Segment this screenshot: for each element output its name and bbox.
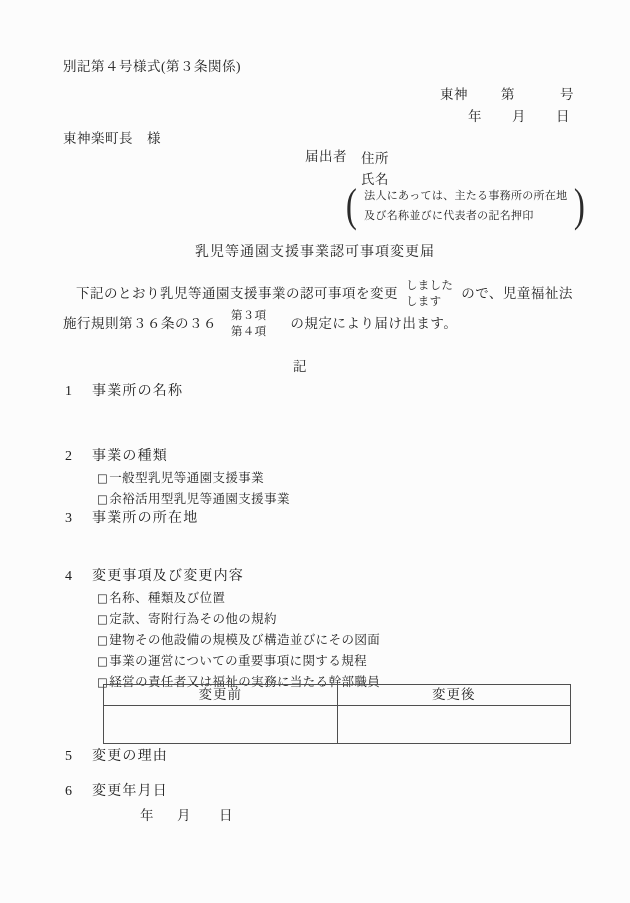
checkbox-option-building-equipment: [97, 632, 380, 649]
option-label: 建物その他設備の規模及び構造並びにその図面: [109, 633, 381, 647]
ki-marker: 記: [293, 359, 308, 374]
choice-stack-did-do: [406, 278, 453, 310]
section-4-change-items: [65, 568, 244, 587]
section-1-number: 1: [65, 384, 72, 399]
section-4-title: 変更事項及び変更内容: [92, 569, 244, 584]
col-header-after: 変更後: [337, 685, 571, 706]
section-6-number: 6: [65, 784, 72, 799]
page-title: 乳児等通園支援事業認可事項変更届: [195, 245, 435, 260]
header-date-line: [468, 108, 570, 126]
choice-did: しました: [406, 280, 454, 292]
month-label: 月: [512, 109, 526, 124]
declarant-address-label: 住所: [361, 151, 389, 166]
declarant-name-label: 氏名: [361, 172, 389, 187]
change-after-cell[interactable]: [337, 706, 571, 744]
section-6-change-date: [65, 783, 168, 802]
checkbox-icon[interactable]: □: [97, 470, 109, 485]
form-reference: 別記第４号様式(第３条関係): [63, 59, 241, 74]
choice-clause-3: 第３項: [231, 310, 267, 322]
option-label: 名称、種類及び位置: [109, 591, 226, 605]
corporate-note-line-1: 法人にあっては、主たる事務所の所在地: [364, 190, 568, 202]
section-3-number: 3: [65, 511, 72, 526]
body-paragraph-line-2: [63, 308, 457, 340]
choice-stack-clause: [231, 308, 266, 340]
para-line2-tail: の規定により届け出ます。: [290, 315, 458, 331]
checkbox-icon[interactable]: □: [97, 590, 109, 605]
body-paragraph-line-1: [76, 278, 573, 310]
section-6-title: 変更年月日: [92, 784, 168, 799]
para-line1-tail: ので、児童福祉法: [461, 285, 573, 301]
addressee: 東神楽町長 様: [63, 131, 161, 146]
checkbox-icon[interactable]: □: [97, 491, 109, 506]
checkbox-option-operation-rules: [97, 653, 367, 670]
section-2-business-type: [65, 448, 168, 467]
option-label: 余裕活用型乳児等通園支援事業: [109, 492, 290, 506]
document-number-line: [440, 86, 574, 104]
section-2-number: 2: [65, 449, 72, 464]
declarant-label: 届出者: [305, 149, 347, 164]
checkbox-option-name-type-position: [97, 590, 225, 607]
section-5-number: 5: [65, 749, 72, 764]
option-label: 経営の責任者又は福祉の実務に当たる幹部職員: [109, 675, 381, 689]
change-table: [103, 684, 571, 744]
checkbox-icon[interactable]: □: [97, 632, 109, 647]
section-3-business-location: [65, 510, 198, 529]
option-label: 定款、寄附行為その他の規約: [109, 612, 277, 626]
section-5-title: 変更の理由: [92, 749, 168, 764]
choice-do: します: [406, 296, 442, 308]
go-label: 号: [560, 87, 574, 102]
close-paren-icon: ): [574, 179, 586, 232]
change-date-line: [140, 807, 233, 825]
change-table-body-row: [104, 706, 571, 744]
para-line1-text: 下記のとおり乳児等通園支援事業の認可事項を変更: [76, 285, 398, 301]
open-paren-icon: (: [345, 179, 358, 232]
para-line2-text: 施行規則第３６条の３６: [63, 315, 217, 331]
section-2-title: 事業の種類: [92, 449, 168, 464]
month-label: 月: [177, 808, 191, 823]
checkbox-icon[interactable]: □: [97, 611, 109, 626]
change-table-header-row: [104, 685, 571, 706]
day-label: 日: [219, 808, 233, 823]
option-label: 事業の運営についての重要事項に関する規程: [109, 654, 368, 668]
checkbox-icon[interactable]: □: [97, 653, 109, 668]
checkbox-option-articles: [97, 611, 277, 628]
col-header-before: 変更前: [104, 685, 338, 706]
section-3-title: 事業所の所在地: [92, 511, 199, 526]
section-5-change-reason: [65, 748, 168, 767]
change-before-cell[interactable]: [104, 706, 338, 744]
checkbox-option-surplus-type: [97, 491, 290, 508]
section-4-number: 4: [65, 569, 72, 584]
choice-clause-4: 第４項: [231, 326, 267, 338]
day-label: 日: [556, 109, 570, 124]
option-label: 一般型乳児等通園支援事業: [109, 471, 265, 485]
section-1-business-name: [65, 383, 183, 402]
corporate-note-line-2: 及び名称並びに代表者の記名押印: [364, 210, 534, 222]
year-label: 年: [140, 808, 154, 823]
section-1-title: 事業所の名称: [92, 384, 184, 399]
checkbox-option-general-type: [97, 470, 264, 487]
year-label: 年: [468, 109, 482, 124]
dai-label: 第: [501, 87, 515, 102]
checkbox-icon[interactable]: □: [97, 674, 109, 689]
office-prefix: 東神: [440, 87, 468, 102]
